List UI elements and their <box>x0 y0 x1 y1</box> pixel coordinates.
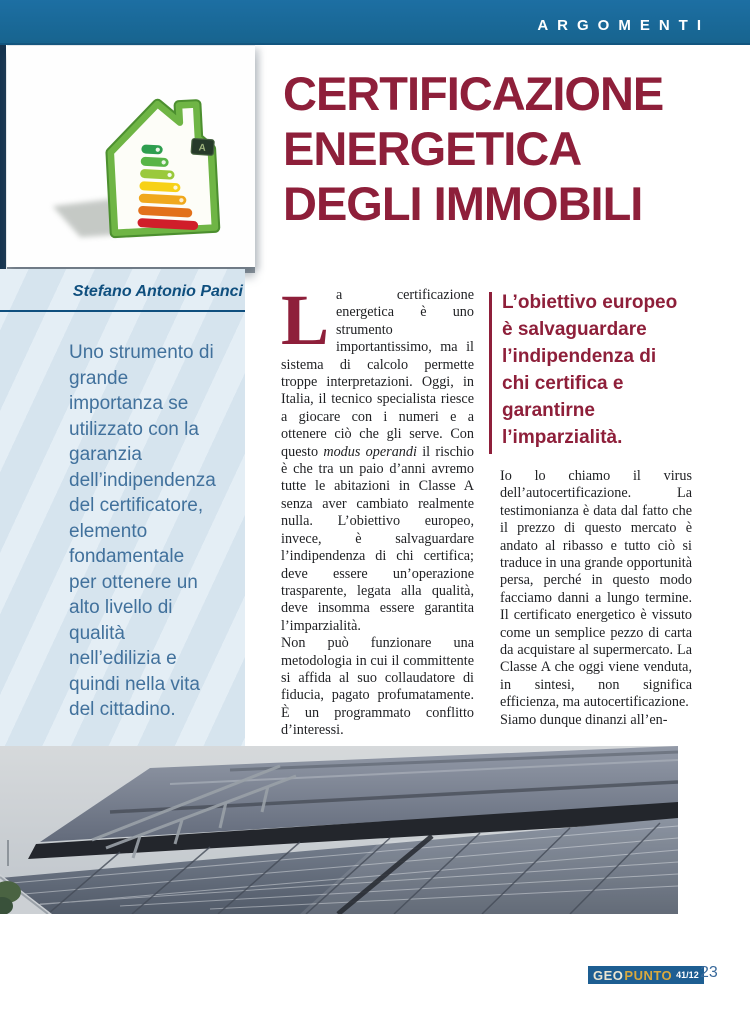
body-paragraph: a certificazione energetica è uno strumento importantissimo, ma il sistema di calcolo permette troppe interpretazioni. Oggi, in Italia, il tecnico specialista riesce a giocare con i numeri e a ottenere ciò che gli serve. Con questo modus operandi il rischio è che tra un paio d’anni avremo tutte le abitazioni in Classe A senza aver cambiato realmente nulla. L’obiettivo europeo, invece, è salvaguardare l’indipendenza di chi certifica; deve essere un’operazione trasparente, legata alla qualità, deve insomma essere garantita l’imparzialità. <box>281 287 475 634</box>
energy-house-illustration <box>46 54 251 259</box>
text-line: qualità <box>69 622 125 644</box>
logo-geo-text: GEO <box>593 967 624 983</box>
text-line: CERTIFICAZIONE <box>283 67 664 120</box>
text-line: grande <box>69 367 129 389</box>
page-title <box>283 66 733 231</box>
text-line: utilizzato con la <box>69 418 199 440</box>
text-line: garanzia <box>69 444 142 465</box>
solar-roof-photo <box>0 746 678 914</box>
pull-quote <box>502 289 697 451</box>
solar-photo-graphic <box>0 746 678 914</box>
text-line: del cittadino. <box>69 699 176 720</box>
body-paragraph: Siamo dunque dinanzi all’en- <box>500 711 668 728</box>
article-column-2 <box>500 468 692 729</box>
article-column-1 <box>281 280 475 740</box>
text-line: chi certifica e <box>502 373 624 394</box>
text-line: L’obiettivo europeo <box>502 292 678 313</box>
journal-logo <box>588 966 704 984</box>
logo-punto-text: PUNTO <box>624 967 673 983</box>
text-line: l’indipendenza di <box>502 346 657 367</box>
svg-text:A: A <box>198 142 207 154</box>
author-name: Stefano Antonio Panci <box>0 283 245 312</box>
top-band <box>0 0 750 45</box>
text-line: del certificatore, <box>69 495 204 516</box>
text-line: quindi nella vita <box>69 673 200 695</box>
text-line: dell’indipendenza <box>69 469 216 491</box>
text-line: alto livello di <box>69 597 173 618</box>
pull-quote-bar <box>489 292 492 454</box>
text-line: importanza se <box>69 393 189 414</box>
text-line: DEGLI IMMOBILI <box>283 177 643 230</box>
energy-class-tag <box>191 138 214 155</box>
text-line: nell’edilizia e <box>69 648 177 669</box>
house-card <box>7 45 255 267</box>
text-line: è salvaguardare <box>502 319 647 340</box>
house-shape <box>108 101 219 234</box>
text-line: fondamentale <box>69 546 185 567</box>
text-line: elemento <box>69 520 148 542</box>
body-paragraph: Non può funzionare una metodologia in cui il committente si affida al suo collaudatore di fiducia, pagato profumatamente. È un programmato conflitto d’interessi. <box>281 635 474 739</box>
page-number: 23 <box>700 964 718 981</box>
intro-quote <box>69 340 245 723</box>
body-paragraph: Io lo chiamo il virus dell’autocertificazione. La testimonianza è data dal fatto che il prezzo di questo mercato è andato al ribasso e tutto ciò si traduce in una grande opportunità persa, perché in questo modo facciamo danni a lungo termine. Il certificato energetico è vissuto come un semplice pezzo di carta da acquistare al supermercato. La Classe A che oggi viene venduta, in sintesi, non significa efficienza, ma autocertificazione. <box>500 468 692 711</box>
text-line: per ottenere un <box>69 571 198 593</box>
text-line: ENERGETICA <box>283 122 582 175</box>
section-kicker: ARGOMENTI <box>537 17 710 34</box>
text-line: garantirne <box>502 400 595 421</box>
text-line: Uno strumento di <box>69 342 214 363</box>
text-line: l’imparzialità. <box>502 427 623 448</box>
left-edge-stripe <box>0 45 6 269</box>
drop-cap: L <box>281 280 330 360</box>
issue-number: 41/12 <box>676 970 699 980</box>
